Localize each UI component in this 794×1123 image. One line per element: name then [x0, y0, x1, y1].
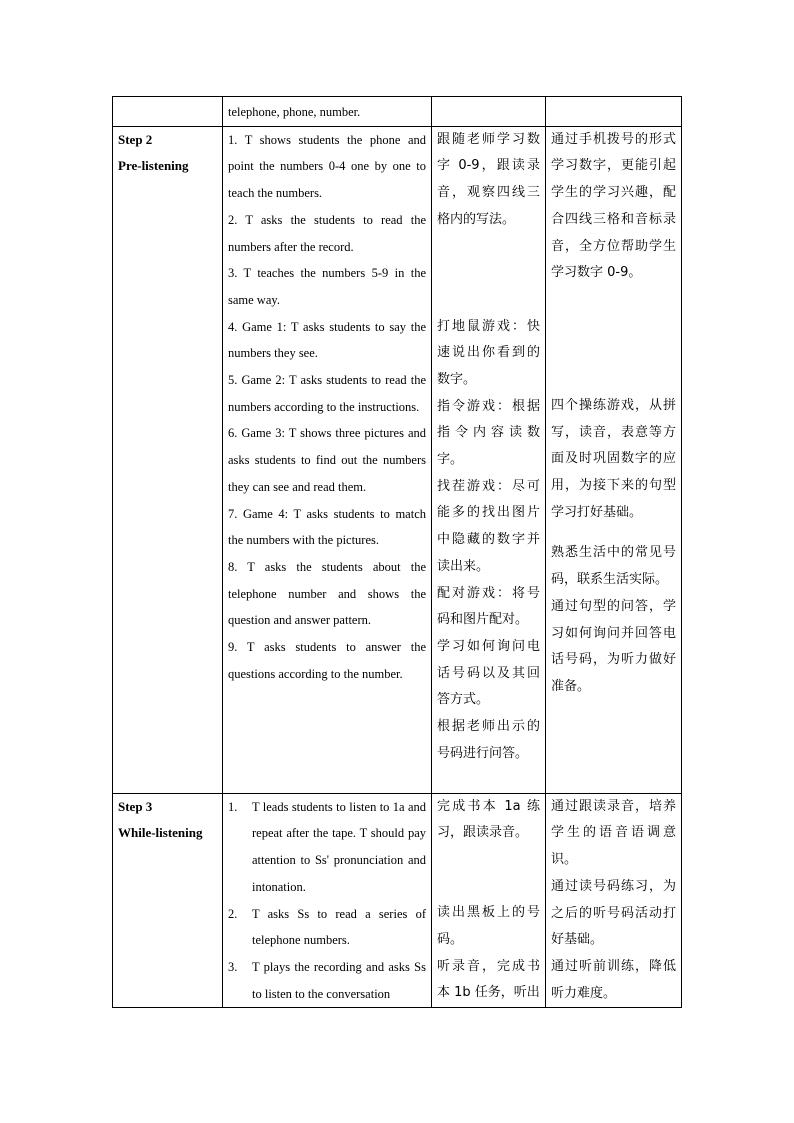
activity-item: 打地鼠游戏：快速说出你看到的数字。: [437, 318, 540, 387]
procedure-item: 6. Game 3: T shows three pictures and asks students to find out the numbers they can see and read them.: [228, 426, 426, 494]
procedure-cell: [223, 97, 432, 127]
procedure-item: 9. T asks students to answer the questions according to the number.: [228, 640, 426, 681]
activity-item: 找茬游戏：尽可能多的找出图片中隐藏的数字并读出来。: [437, 478, 540, 574]
step-number: Step 2: [118, 131, 153, 147]
procedure-item: 8. T asks the students about the telephone number and shows the question and answer pattern.: [228, 559, 426, 628]
procedure-item: 4. Game 1: T asks students to say the numbers they see.: [228, 319, 426, 361]
step-number: Step 3: [118, 798, 153, 814]
procedure-item: 1. T shows students the phone and point the numbers 0-4 one by one to teach the numbers.: [228, 132, 426, 201]
activity-item: 学习如何询问电话号码以及其回答方式。: [437, 638, 540, 708]
activity-item: 配对游戏：将号码和图片配对。: [437, 585, 540, 628]
table-row: [113, 126, 682, 793]
activity-cell: [432, 126, 546, 793]
procedure-list: [228, 794, 426, 1008]
activity-item: 指令游戏：根据指令内容读数字。: [437, 398, 540, 468]
procedure-item: [228, 954, 426, 1007]
activity-cell: [432, 97, 546, 127]
step-cell: [113, 126, 223, 793]
procedure-text: telephone, phone, number.: [228, 105, 361, 119]
activity-item: 根据老师出示的号码进行问答。: [437, 719, 540, 761]
activity-item: 听录音，完成书本 1b 任务，听出: [437, 958, 540, 1001]
procedure-item: [228, 901, 426, 954]
item-text: T plays the recording and asks Ss to listen to the conversation: [252, 959, 426, 1001]
activity-cell: [432, 793, 546, 1008]
step-phase: Pre-listening: [118, 158, 189, 174]
item-number: 3.: [228, 959, 238, 974]
item-text: T leads students to listen to 1a and repeat after the tape. T should pay attention to Ss' pronunciation and intonation.: [252, 799, 426, 894]
purpose-item: 通过句型的问答，学习如何询问并回答电话号码，为听力做好准备。: [551, 598, 676, 694]
activity-item: 跟随老师学习数字 0-9，跟读录音，观察四线三格内的写法。: [437, 131, 540, 227]
table-row: [113, 97, 682, 127]
lesson-plan-table: [112, 96, 682, 1008]
purpose-cell: [546, 793, 682, 1008]
purpose-item: 通过读号码练习，为之后的听号码活动打好基础。: [551, 878, 676, 948]
procedure-item: 3. T teaches the numbers 5-9 in the same way.: [228, 266, 426, 307]
item-text: T asks Ss to read a series of telephone numbers.: [252, 906, 426, 948]
procedure-item: [228, 794, 426, 901]
item-number: 1.: [228, 799, 238, 814]
purpose-item: 通过跟读录音，培养学生的语音语调意识。: [551, 798, 676, 868]
table-row: [113, 793, 682, 1008]
purpose-item: 四个操练游戏，从拼写，读音，表意等方面及时巩固数字的应用，为接下来的句型学习打好基础。: [551, 397, 676, 520]
purpose-item: 通过听前训练，降低听力难度。: [551, 958, 676, 1001]
procedure-cell: [223, 126, 432, 793]
item-number: 2.: [228, 906, 238, 921]
purpose-item: 熟悉生活中的常见号码，联系生活实际。: [551, 545, 676, 588]
purpose-cell: [546, 97, 682, 127]
purpose-item: 通过手机拨号的形式学习数字，更能引起学生的学习兴趣，配合四线三格和音标录音，全方位帮助学生学习数字 0-9。: [551, 131, 676, 281]
procedure-item: 2. T asks the students to read the numbers after the record.: [228, 212, 426, 254]
procedure-cell: [223, 793, 432, 1008]
step-cell: [113, 793, 223, 1008]
step-cell: [113, 97, 223, 127]
procedure-item: 5. Game 2: T asks students to read the numbers according to the instructions.: [228, 373, 426, 414]
purpose-cell: [546, 126, 682, 793]
step-phase: While-listening: [118, 825, 203, 841]
activity-item: 完成书本 1a 练习，跟读录音。: [437, 798, 540, 841]
activity-item: 读出黑板上的号码。: [437, 905, 540, 947]
procedure-item: 7. Game 4: T asks students to match the numbers with the pictures.: [228, 506, 426, 548]
